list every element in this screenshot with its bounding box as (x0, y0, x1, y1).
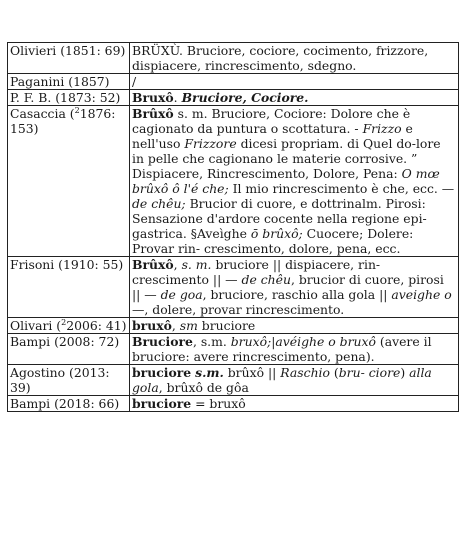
table-row (8, 396, 459, 412)
text-run: 2006: 41) (66, 318, 127, 333)
source-cell (8, 106, 130, 257)
text-run: . (173, 90, 182, 105)
text-run: ō brûxô; (250, 226, 303, 241)
text-run: , s.m. (192, 334, 231, 349)
definition-cell (130, 43, 459, 74)
source-cell: Olivieri (1851: 69) (8, 43, 130, 74)
text-run: Brucior di cuore, e dottrinalm. Pirosi: Sensazione d'ardore cocente nella regione epi- gastrica. §Aveìghe (132, 196, 427, 241)
definition-cell (130, 365, 459, 396)
text-run: ( (329, 365, 339, 380)
text-run: / (132, 74, 137, 89)
dictionary-table-body (8, 43, 459, 412)
text-run: bru- ciore (338, 365, 401, 380)
text-run: de goa (160, 287, 203, 302)
table-row (8, 365, 459, 396)
superscript-edition: 2 (74, 105, 80, 115)
text-run: Casaccia ( (10, 106, 75, 121)
text-run: Cuocere; Dolere: Provar rin- crescimento, dolore, pena, ecc. (132, 226, 414, 256)
text-run: s.m. (195, 365, 224, 380)
source-cell: Bampi (2008: 72) (8, 334, 130, 365)
text-run: Raschio (280, 365, 330, 380)
text-run: bruciore (132, 365, 192, 380)
text-run: s. m. (181, 257, 212, 272)
table-row (8, 106, 459, 257)
source-cell: Paganini (1857) (8, 74, 130, 90)
text-run: = bruxô (191, 396, 246, 411)
text-run: de chêu; (132, 196, 186, 211)
superscript-edition: 2 (61, 317, 67, 327)
text-run: aveighe o (391, 287, 452, 302)
text-run: , (173, 257, 182, 272)
table-row (8, 90, 459, 106)
text-run: , (171, 318, 180, 333)
text-run: , bruciore, raschio alla gola || (202, 287, 392, 302)
text-run: O mœ brûxô ô l'é che; (132, 166, 440, 196)
definition-cell (130, 318, 459, 334)
text-run: Olivari ( (10, 318, 62, 333)
definition-cell (130, 396, 459, 412)
definition-cell (130, 106, 459, 257)
text-run: Bruciore (132, 334, 193, 349)
text-run: s. m. Bruciore, Cociore: Dolore che è cagionato da puntura o scottatura. - (132, 106, 411, 136)
text-run: e nell'uso (132, 121, 413, 151)
table-row (8, 257, 459, 318)
source-cell: Frisoni (1910: 55) (8, 257, 130, 318)
source-cell: Bampi (2018: 66) (8, 396, 130, 412)
text-run: ) (400, 365, 410, 380)
text-run: Il mio rincrescimento è che, ecc. — (228, 181, 455, 196)
text-run: 1876: 153) (10, 106, 116, 136)
text-run: Brûxô (132, 106, 174, 121)
table-row (8, 318, 459, 334)
text-run: bruciore (197, 318, 256, 333)
text-run: Bruciore, Cociore. (181, 90, 309, 105)
dictionary-table (7, 42, 459, 412)
text-run: sm (179, 318, 198, 333)
definition-cell (130, 334, 459, 365)
text-run: Bruxô (132, 90, 174, 105)
source-cell: Agostino (2013: 39) (8, 365, 130, 396)
text-run: bruciore || dispiacere, rin-crescimento || — (132, 257, 381, 287)
definition-cell (130, 90, 459, 106)
definition-cell (130, 74, 459, 90)
table-row (8, 334, 459, 365)
definition-cell (130, 257, 459, 318)
text-run: Brûxô (132, 257, 174, 272)
text-run: bruxô (132, 318, 172, 333)
text-run: de chêu (241, 272, 291, 287)
text-run: , brucior di cuore, pirosi || — (132, 272, 444, 302)
text-run: brûxô || (223, 365, 281, 380)
text-run: , brûxô de gôa (158, 380, 249, 395)
text-run: BRÜXÙ. Bruciore, cociore, cocimento, frizzore, dispiacere, rincrescimento, sdegno. (132, 43, 429, 73)
text-run: alla gola (132, 365, 432, 395)
text-run: (avere il bruciore: avere rincrescimento, pena). (132, 334, 432, 364)
text-run: bruxô;|avéighe o bruxô (230, 334, 376, 349)
text-run: —, dolere, provar rincrescimento. (132, 302, 345, 317)
source-cell (8, 318, 130, 334)
source-cell: P. F. B. (1873: 52) (8, 90, 130, 106)
table-row (8, 74, 459, 90)
text-run: Frizzore (184, 136, 237, 151)
table-row (8, 43, 459, 74)
text-run: Frizzo (362, 121, 402, 136)
text-run: bruciore (132, 396, 192, 411)
text-run: dicesi propriam. di Quel do-lore in pelle che cagionano le materie corrosive. ” Dispiacere, Rincrescimento, Dolore, Pena: (132, 136, 441, 181)
